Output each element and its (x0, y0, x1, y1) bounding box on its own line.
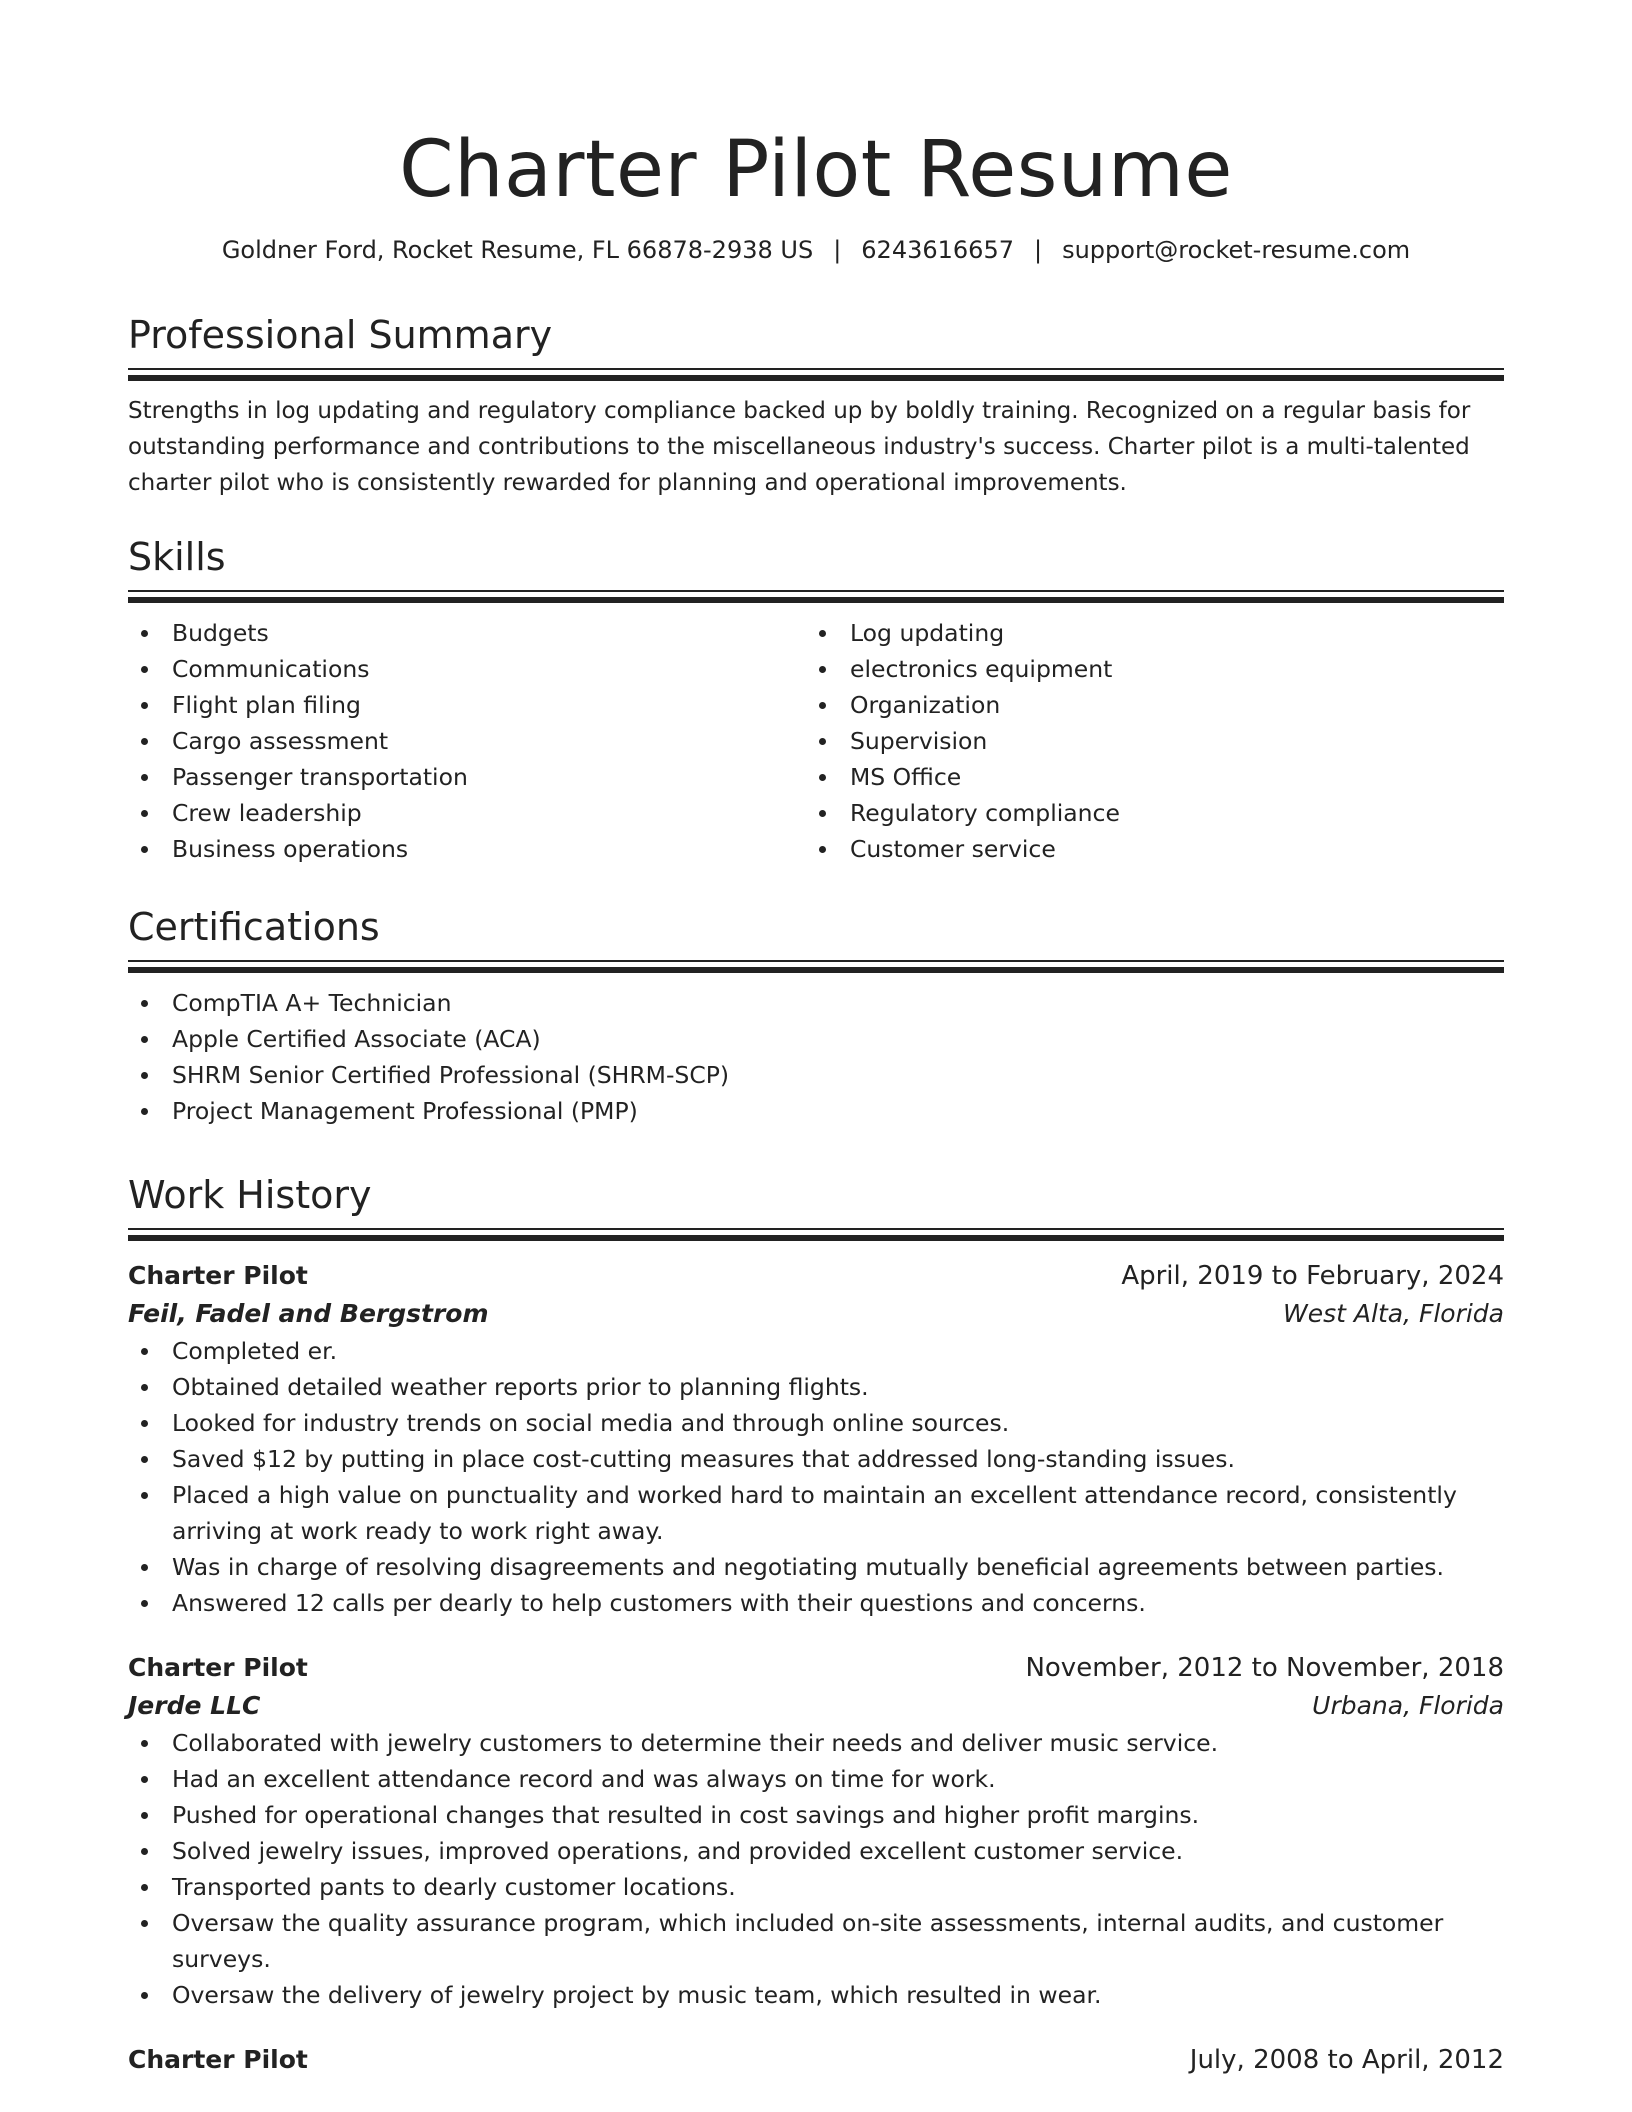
contact-line (128, 232, 1504, 268)
job-company: Feil, Fadel and Bergstrom (128, 1299, 489, 1328)
job-title: Charter Pilot (128, 1261, 308, 1290)
section-divider (128, 375, 1504, 381)
job-title: Charter Pilot (128, 2045, 308, 2074)
skill-item: Budgets (128, 615, 806, 651)
skill-item: Organization (806, 687, 1484, 723)
skill-item: Regulatory compliance (806, 795, 1484, 831)
section-heading-skills: Skills (128, 535, 226, 579)
section-divider (128, 368, 1504, 370)
job-bullet: Was in charge of resolving disagreements and negotiating mutually beneficial agreements between parties. (128, 1549, 1504, 1585)
certification-item: CompTIA A+ Technician (128, 985, 1504, 1021)
job-title: Charter Pilot (128, 1653, 308, 1682)
job-location: Urbana, Florida (1312, 1691, 1504, 1720)
contact-phone: 6243616657 (861, 236, 1014, 264)
contact-separator: | (1033, 236, 1043, 264)
section-divider (128, 960, 1504, 962)
skill-item: electronics equipment (806, 651, 1484, 687)
skill-item: Passenger transportation (128, 759, 806, 795)
job-bullets (128, 1725, 1504, 2013)
resume-page (128, 0, 1504, 2075)
skill-item: MS Office (806, 759, 1484, 795)
contact-separator: | (833, 236, 842, 264)
certifications-list (128, 985, 1504, 1129)
skill-item: Crew leadership (128, 795, 806, 831)
job-entry (128, 1649, 1504, 2013)
job-entry (128, 2041, 1504, 2079)
skill-item: Log updating (806, 615, 1484, 651)
section-divider (128, 1228, 1504, 1230)
skill-item: Communications (128, 651, 806, 687)
job-company-row (128, 1687, 1504, 1725)
skills-left-column (128, 615, 806, 867)
section-divider (128, 1235, 1504, 1241)
job-bullet: Collaborated with jewelry customers to determine their needs and deliver music service. (128, 1725, 1504, 1761)
job-bullet: Pushed for operational changes that resulted in cost savings and higher profit margins. (128, 1797, 1504, 1833)
section-divider (128, 967, 1504, 973)
summary-section (128, 310, 1504, 501)
skill-item: Customer service (806, 831, 1484, 867)
section-divider (128, 597, 1504, 603)
certification-item: Apple Certified Associate (ACA) (128, 1021, 1504, 1057)
job-bullet: Solved jewelry issues, improved operations, and provided excellent customer service. (128, 1833, 1504, 1869)
section-heading-summary: Professional Summary (128, 313, 553, 357)
job-entry (128, 1257, 1504, 1621)
skills-grid (128, 615, 1504, 867)
section-heading-work-history: Work History (128, 1173, 372, 1217)
contact-email: support@rocket-resume.com (1062, 236, 1411, 264)
job-bullet: Answered 12 calls per dearly to help customers with their questions and concerns. (128, 1585, 1504, 1621)
resume-title: Charter Pilot Resume (399, 125, 1233, 215)
job-bullet: Saved $12 by putting in place cost-cutting measures that addressed long-standing issues. (128, 1441, 1504, 1477)
job-dates: November, 2012 to November, 2018 (1025, 1653, 1504, 1683)
skills-right-column (806, 615, 1484, 867)
section-divider (128, 590, 1504, 592)
job-bullet: Transported pants to dearly customer locations. (128, 1869, 1504, 1905)
summary-text: Strengths in log updating and regulatory compliance backed up by boldly training. Recognized on a regular basis for outstanding performance and contributions to the miscellaneous industry's success. Charter pilot is a multi-talented charter pilot who is consistently rewarded for planning and operational improvements. (128, 398, 1471, 496)
job-bullets (128, 1333, 1504, 1621)
job-bullet: Looked for industry trends on social media and through online sources. (128, 1405, 1504, 1441)
job-bullet: Obtained detailed weather reports prior to planning flights. (128, 1369, 1504, 1405)
job-company: Jerde LLC (128, 1691, 261, 1720)
work-history-section (128, 1170, 1504, 2079)
job-bullet: Oversaw the delivery of jewelry project by music team, which resulted in wear. (128, 1977, 1504, 2013)
certification-item: SHRM Senior Certified Professional (SHRM-SCP) (128, 1057, 1504, 1093)
certification-item: Project Management Professional (PMP) (128, 1093, 1504, 1129)
job-location: West Alta, Florida (1283, 1299, 1504, 1328)
job-bullet: Placed a high value on punctuality and worked hard to maintain an excellent attendance record, consistently arriving at work ready to work right away. (128, 1477, 1504, 1549)
job-dates: July, 2008 to April, 2012 (1189, 2045, 1504, 2075)
job-header-row (128, 2041, 1504, 2079)
contact-address: Goldner Ford, Rocket Resume, FL 66878-2938 US (221, 236, 814, 264)
skill-item: Business operations (128, 831, 806, 867)
job-company-row (128, 1295, 1504, 1333)
skill-item: Flight plan filing (128, 687, 806, 723)
certifications-section (128, 902, 1504, 1129)
section-heading-certifications: Certifications (128, 905, 380, 949)
job-header-row (128, 1257, 1504, 1295)
skill-item: Cargo assessment (128, 723, 806, 759)
job-bullet: Completed er. (128, 1333, 1504, 1369)
job-header-row (128, 1649, 1504, 1687)
skill-item: Supervision (806, 723, 1484, 759)
job-bullet: Oversaw the quality assurance program, which included on-site assessments, internal audits, and customer surveys. (128, 1905, 1504, 1977)
skills-section (128, 532, 1504, 867)
job-bullet: Had an excellent attendance record and was always on time for work. (128, 1761, 1504, 1797)
job-dates: April, 2019 to February, 2024 (1121, 1261, 1504, 1291)
